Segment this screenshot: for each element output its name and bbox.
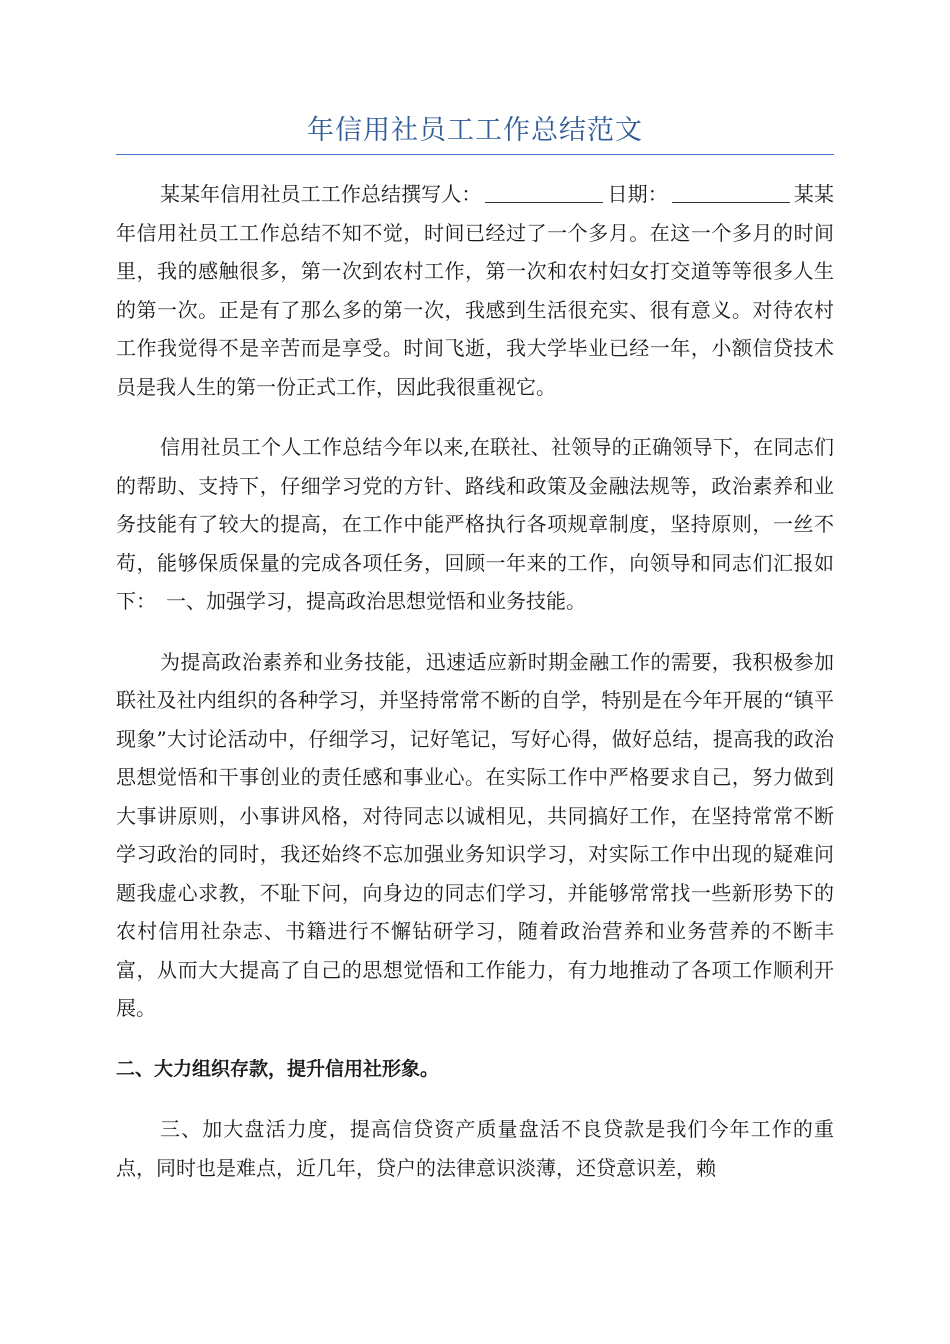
paragraph-2: 信用社员工个人工作总结今年以来,在联社、社领导的正确领导下，在同志们的帮助、支持下，仔细学习党的方针、路线和政策及金融法规等，政治素养和业务技能有了较大的提高，在工作中能严格执行各项规章制度，坚持原则，一丝不苟，能够保质保量的完成各项任务，回顾一年来的工作，向领导和同志们汇报如下： 一、加强学习，提高政治思想觉悟和业务技能。 xyxy=(116,435,834,613)
document-title: 年信用社员工工作总结范文 xyxy=(307,115,643,146)
author-blank xyxy=(485,180,603,203)
paragraph-1-text: 某某年信用社员工工作总结不知不觉，时间已经过了一个多月。在这一个多月的时间里，我的感触很多，第一次到农村工作，第一次和农村妇女打交道等等很多人生的第一次。正是有了那么多的第一次，我感到生活很充实、很有意义。对待农村工作我觉得不是辛苦而是享受。时间飞逝，我大学毕业已经一年，小额信贷技术员是我人生的第一份正式工作，因此我很重视它。 xyxy=(116,182,835,399)
section-heading: 二、大力组织存款，提升信用社形象。 xyxy=(116,1057,440,1080)
document-body xyxy=(116,175,834,1187)
title-underline xyxy=(116,154,834,155)
first-paragraph xyxy=(116,175,834,406)
date-blank xyxy=(672,180,790,203)
paragraph-4: 三、加大盘活力度，提高信贷资产质量盘活不良贷款是我们今年工作的重点，同时也是难点，近几年，贷户的法律意识淡薄，还贷意识差，赖 xyxy=(116,1117,834,1180)
date-label: 日期： xyxy=(607,182,668,206)
header-prefix: 某某年信用社员工工作总结撰写人： xyxy=(160,182,482,206)
paragraph-3: 为提高政治素养和业务技能，迅速适应新时期金融工作的需要，我积极参加联社及社内组织的各种学习，并坚持常常不断的自学，特别是在今年开展的“镇平现象”大讨论活动中，仔细学习，记好笔记，写好心得，做好总结，提高我的政治思想觉悟和干事创业的责任感和事业心。在实际工作中严格要求自己，努力做到大事讲原则，小事讲风格，对待同志以诚相见，共同搞好工作，在坚持常常不断学习政治的同时，我还始终不忘加强业务知识学习，对实际工作中出现的疑难问题我虚心求教，不耻下问，向身边的同志们学习，并能够常常找一些新形势下的农村信用社杂志、书籍进行不懈钻研学习，随着政治营养和业务营养的不断丰富，从而大大提高了自己的思想觉悟和工作能力，有力地推动了各项工作顺利开展。 xyxy=(116,649,834,1020)
